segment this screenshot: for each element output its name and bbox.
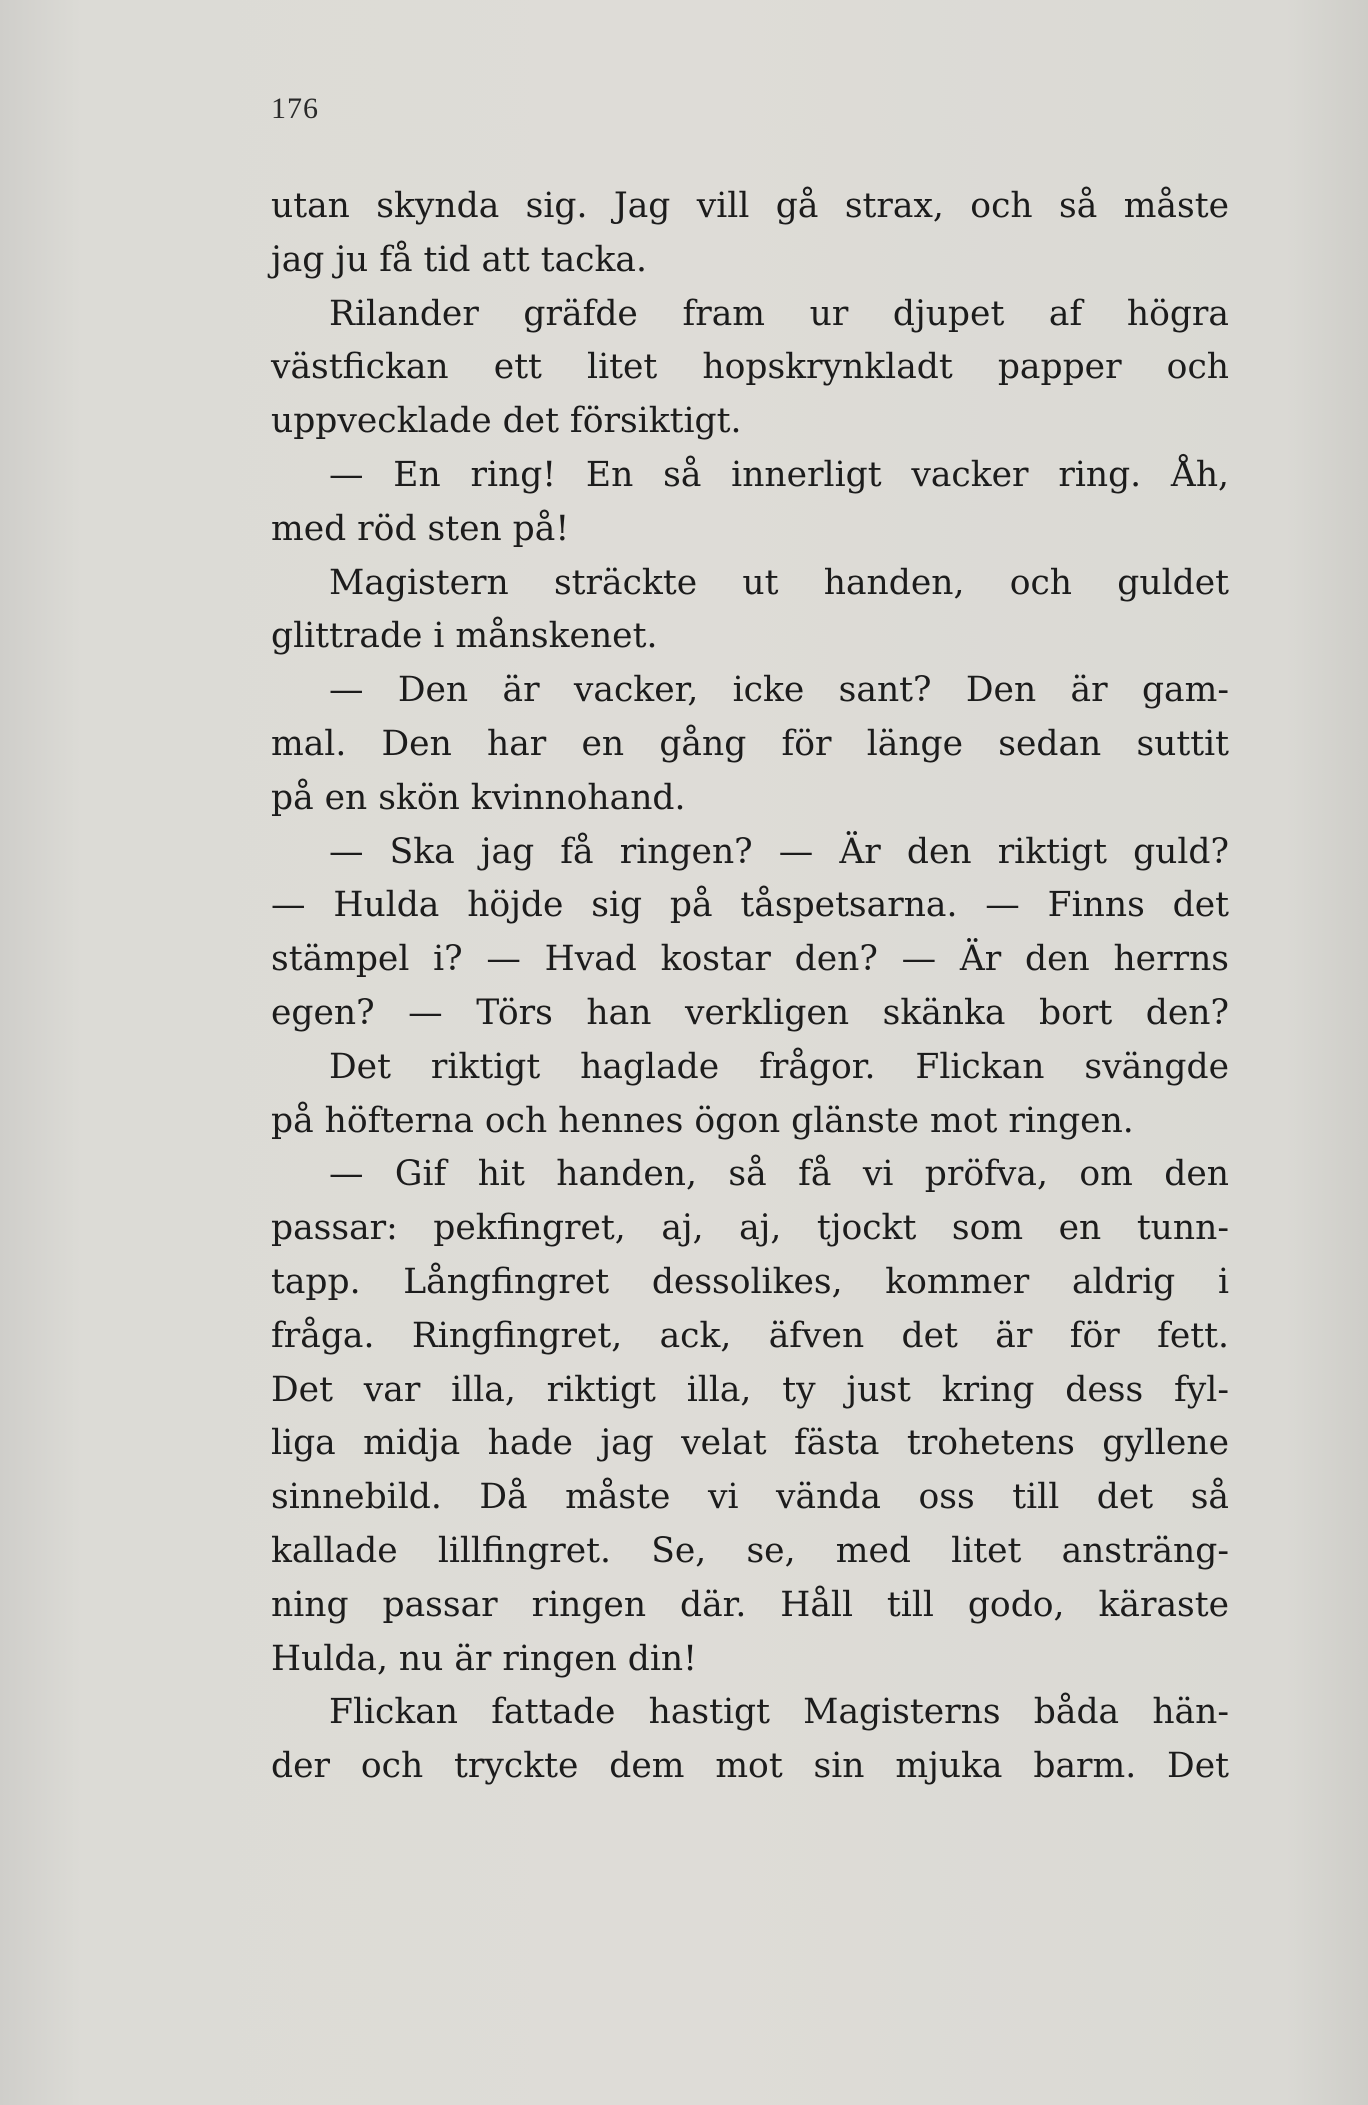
text-line: Magistern sträckte ut handen, och guldet — [329, 562, 1229, 603]
text-line: med röd sten på! — [271, 508, 570, 549]
text-line: liga midja hade jag velat fästa trohetens gyllene — [271, 1423, 1229, 1464]
text-line: glittrade i månskenet. — [271, 616, 658, 657]
text-line: fråga. Ringfingret, ack, äfven det är för fett. — [271, 1315, 1229, 1356]
text-line: — Ska jag få ringen? — Är den riktigt guld? — [329, 831, 1229, 872]
text-line: Flickan fattade hastigt Magisterns båda hän- — [329, 1692, 1229, 1733]
text-line: på en skön kvinnohand. — [271, 777, 686, 818]
text-line: passar: pekfingret, aj, aj, tjockt som en tunn- — [271, 1208, 1229, 1249]
text-line: på höfterna och hennes ögon glänste mot ringen. — [271, 1100, 1134, 1141]
text-line: Hulda, nu är ringen din! — [271, 1638, 697, 1679]
text-line: — En ring! En så innerligt vacker ring. Åh, — [329, 454, 1229, 495]
text-line: uppvecklade det försiktigt. — [271, 401, 742, 442]
page-number: 176 — [271, 92, 319, 125]
text-line: ning passar ringen där. Håll till godo, käraste — [271, 1584, 1229, 1625]
text-line: — Den är vacker, icke sant? Den är gam- — [329, 670, 1229, 711]
text-line: kallade lillfingret. Se, se, med litet ansträng- — [271, 1530, 1229, 1571]
text-line: Det riktigt haglade frågor. Flickan svängde — [329, 1046, 1229, 1087]
text-line: der och tryckte dem mot sin mjuka barm. Det — [271, 1746, 1229, 1787]
text-line: Det var illa, riktigt illa, ty just kring dess fyl- — [271, 1369, 1229, 1410]
text-line: Rilander gräfde fram ur djupet af högra — [329, 293, 1229, 334]
text-line: jag ju få tid att tacka. — [271, 239, 647, 280]
text-line: tapp. Långfingret dessolikes, kommer aldrig i — [271, 1261, 1229, 1302]
text-line: västfickan ett litet hopskrynkladt papper och — [271, 347, 1229, 388]
text-line: sinnebild. Då måste vi vända oss till det så — [271, 1477, 1229, 1518]
text-line: mal. Den har en gång för länge sedan suttit — [271, 723, 1229, 764]
text-line: utan skynda sig. Jag vill gå strax, och så måste — [271, 186, 1229, 226]
body-text — [271, 180, 1229, 1794]
text-line: egen? — Törs han verkligen skänka bort den? — [271, 992, 1229, 1033]
text-line: — Hulda höjde sig på tåspetsarna. — Finns det — [271, 885, 1229, 926]
text-line: — Gif hit handen, så få vi pröfva, om den — [329, 1154, 1229, 1195]
text-line: stämpel i? — Hvad kostar den? — Är den herrns — [271, 939, 1229, 980]
